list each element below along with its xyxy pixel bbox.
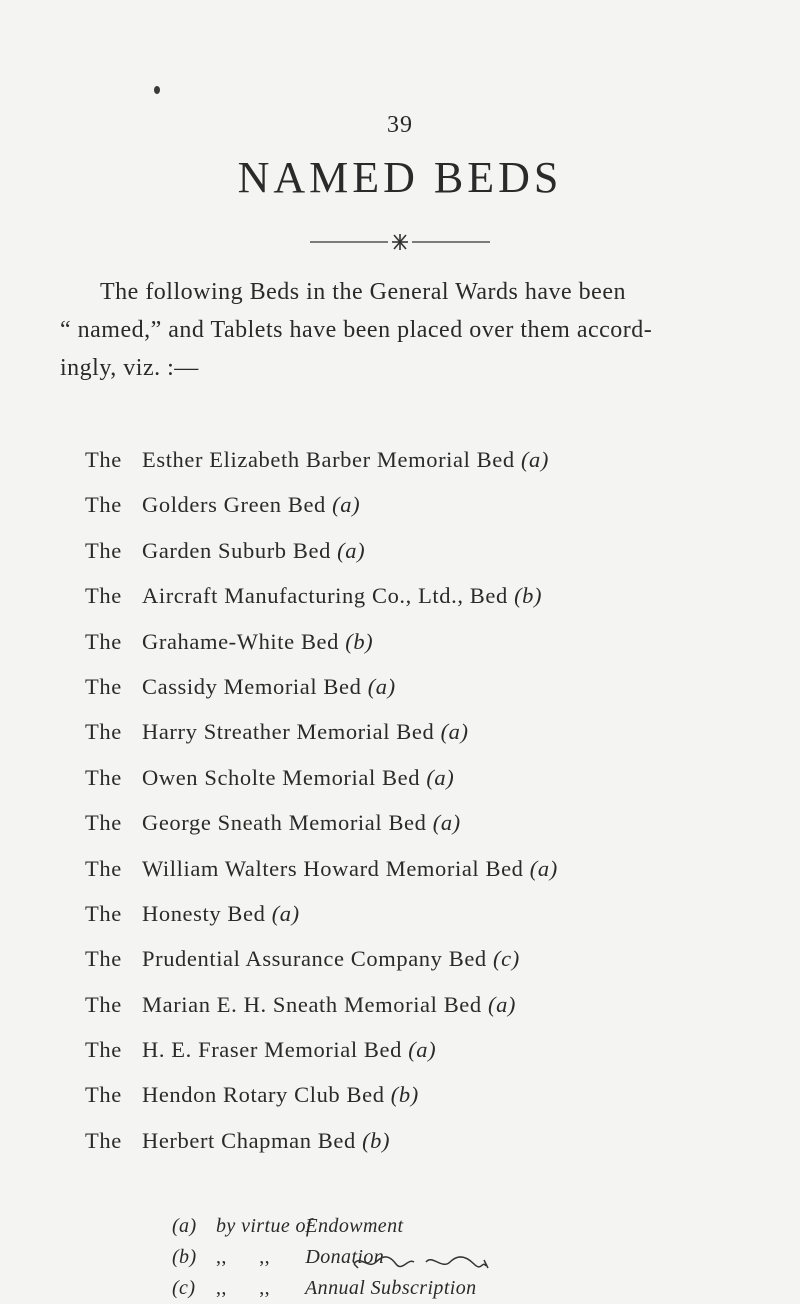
legend-row — [172, 1211, 477, 1242]
bed-code: (a) — [408, 1037, 437, 1063]
tailpiece-ornament — [350, 1250, 490, 1274]
bed-prefix: The — [85, 991, 122, 1017]
bed-prefix: The — [85, 537, 122, 563]
bed-name: Esther Elizabeth Barber Memorial Bed — [142, 447, 515, 472]
bed-name: Honesty Bed — [142, 900, 266, 926]
bed-code: (a) — [440, 719, 469, 745]
bed-prefix: The — [85, 810, 122, 836]
bed-name: Grahame-White Bed — [142, 628, 339, 654]
legend-ditto: ,, ,, — [216, 1246, 270, 1268]
intro-line: “ named,” and Tablets have been placed over them accord- — [60, 317, 653, 343]
bed-name: Harry Streather Memorial Bed — [142, 719, 435, 745]
bed-prefix: The — [85, 447, 122, 472]
bed-entry — [85, 941, 765, 986]
bed-name: George Sneath Memorial Bed — [142, 810, 427, 836]
bed-code: (b) — [362, 1127, 391, 1153]
bed-code: (a) — [432, 810, 461, 836]
bed-entry — [85, 624, 765, 669]
bed-prefix: The — [85, 583, 122, 609]
bed-prefix: The — [85, 946, 122, 972]
bed-entry — [85, 1077, 765, 1122]
bed-code: (b) — [345, 628, 374, 654]
legend-ditto: ,, ,, — [216, 1277, 270, 1299]
bed-name: Hendon Rotary Club Bed — [142, 1082, 385, 1108]
bed-entry — [85, 578, 765, 623]
bed-code: (a) — [332, 492, 361, 518]
divider-ornament — [310, 232, 490, 252]
bed-prefix: The — [85, 1082, 122, 1108]
legend-meaning: Donation — [305, 1246, 385, 1268]
bed-prefix: The — [85, 764, 122, 790]
legend-by: by virtue of — [216, 1215, 312, 1237]
bed-name: Herbert Chapman Bed — [142, 1127, 356, 1153]
bed-prefix: The — [85, 492, 122, 518]
page-number: 39 — [387, 112, 413, 138]
bed-entry — [85, 669, 765, 714]
bed-prefix: The — [85, 1037, 122, 1063]
bed-prefix: The — [85, 900, 122, 926]
page-title: NAMED BEDS — [237, 153, 563, 202]
bed-prefix: The — [85, 1127, 122, 1153]
bed-name: H. E. Fraser Memorial Bed — [142, 1037, 402, 1063]
bed-code: (a) — [337, 537, 366, 563]
bed-entry — [85, 805, 765, 850]
bed-code: (b) — [390, 1082, 419, 1108]
legend-key: (a) — [172, 1215, 197, 1237]
bed-entry — [85, 533, 765, 578]
intro-paragraph — [60, 273, 760, 387]
bed-prefix: The — [85, 673, 122, 699]
bed-entry — [85, 1123, 765, 1168]
bed-name: Owen Scholte Memorial Bed — [142, 764, 421, 790]
bed-code: (a) — [271, 900, 300, 926]
bed-entry — [85, 896, 765, 941]
bed-prefix: The — [85, 719, 122, 745]
bed-entry — [85, 851, 765, 896]
bed-code: (a) — [367, 673, 396, 699]
bed-name: Prudential Assurance Company Bed — [142, 946, 487, 972]
bed-entry — [85, 760, 765, 805]
bed-prefix: The — [85, 855, 122, 881]
intro-line: ingly, viz. :— — [60, 355, 199, 381]
bed-name: William Walters Howard Memorial Bed — [142, 855, 524, 881]
intro-line: The following Beds in the General Wards have been — [100, 279, 626, 305]
legend-row — [172, 1273, 477, 1304]
bed-code: (c) — [493, 946, 520, 972]
legend-meaning: Annual Subscription — [305, 1277, 477, 1299]
bed-entry — [85, 442, 765, 487]
bed-code: (a) — [487, 991, 517, 1017]
bed-name: Aircraft Manufacturing Co., Ltd., Bed — [142, 583, 508, 609]
ink-speck — [154, 86, 160, 94]
bed-name: Marian E. H. Sneath Memorial Bed — [142, 991, 482, 1017]
legend-meaning: Endowment — [305, 1215, 404, 1237]
legend-key: (c) — [172, 1277, 196, 1299]
bed-name: Golders Green Bed — [142, 492, 326, 518]
bed-entry — [85, 987, 765, 1032]
bed-name: Cassidy Memorial Bed — [142, 673, 362, 699]
bed-code: (a) — [426, 764, 455, 790]
named-beds-list — [85, 442, 765, 1168]
bed-entry — [85, 1032, 765, 1077]
bed-name: Garden Suburb Bed — [142, 537, 331, 563]
bed-code: (a) — [529, 855, 558, 881]
bed-code: (b) — [514, 583, 543, 609]
bed-prefix: The — [85, 628, 122, 654]
legend-key: (b) — [172, 1246, 197, 1268]
bed-entry — [85, 487, 765, 532]
bed-entry — [85, 714, 765, 759]
bed-code: (a) — [520, 447, 550, 472]
